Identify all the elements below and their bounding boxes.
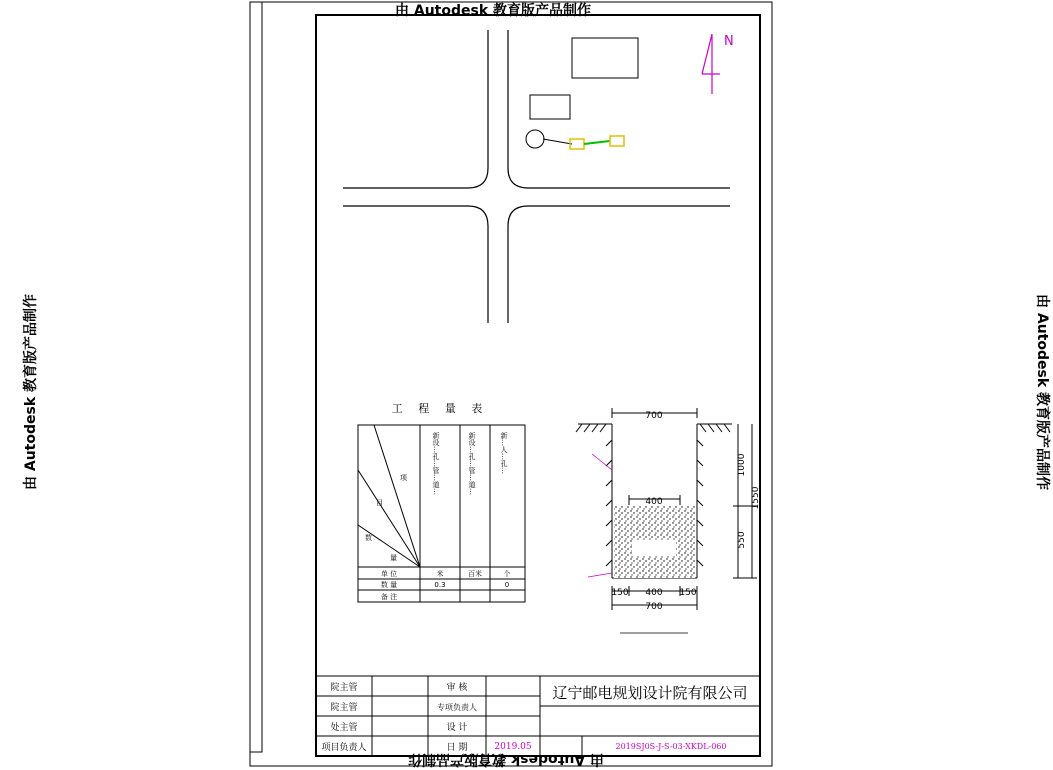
quantity-table-title: 工 程 量 表 [391,402,489,415]
row-unit-value-3: 个 [503,570,511,578]
row-label-remarks: 备 注 [380,593,398,601]
site-marker [526,130,544,148]
row-label-unit: 单 位 [380,570,398,578]
tb-lead-label: 专项负责人 [437,703,477,712]
diag-label-4: 量 [390,554,397,562]
road-network [343,30,730,323]
fill-label-bg [632,540,676,556]
dim-bottom-a: 150 [611,588,629,598]
dim-bottom-b: 400 [645,588,663,598]
manhole-west [570,139,584,149]
dim-right-lower: 550 [737,531,747,549]
tb-row4-label: 项目负责人 [321,743,367,753]
new-pipe-route [543,136,624,149]
dim-right-upper: 1000 [737,453,747,477]
dim-bottom-c: 150 [679,588,697,598]
row-label-quantity: 数 量 [380,581,398,589]
dim-bottom-total: 700 [645,602,663,612]
dim-inner-width: 400 [645,497,663,507]
tb-row2-label: 院主管 [330,703,358,713]
dim-right-total: 1550 [751,486,761,510]
column-header-1: 新设…孔…管…道… [432,432,440,495]
tb-row1-label: 院主管 [330,683,358,693]
dim-top-width: 700 [645,411,663,421]
row-quantity-value-3: 0 [504,581,510,589]
drawing-frame [316,15,760,756]
north-label: N [724,34,734,49]
tb-row3-label: 处主管 [330,723,358,733]
column-header-3: 新…人…孔… [500,432,508,474]
tb-design-label: 设 计 [446,723,468,733]
watermark-bottom: 由 Autodesk 教育版产品制作 [408,751,605,767]
manhole-east [610,136,624,146]
binding-strip [250,2,262,752]
company-name: 辽宁邮电规划设计院有限公司 [552,684,748,702]
building-small [530,95,570,119]
row-unit-value-1: 米 [436,570,444,578]
leader-top [592,454,612,470]
column-header-2: 新设…孔…管…道… [468,432,476,495]
drawing-number: 2019SJ0S-J-S-03-XKDL-060 [615,742,727,751]
row-quantity-value-1: 0.3 [434,581,446,589]
pipe-segment [584,141,610,144]
leader-bottom [588,573,612,577]
diag-label-1: 项 [400,474,407,482]
watermark-left: 由 Autodesk 教育版产品制作 [23,293,40,491]
diag-label-2: 目 [376,499,383,507]
north-arrow [702,34,720,94]
tb-date-label: 日 期 [446,743,468,753]
building-top [572,38,638,78]
watermark-top: 由 Autodesk 教育版产品制作 [395,3,592,19]
tb-date-value: 2019.05 [494,742,532,752]
tb-review-label: 审 核 [446,683,468,693]
diag-label-3: 数 [365,534,372,542]
row-unit-value-2: 百米 [468,570,482,578]
watermark-right: 由 Autodesk 教育版产品制作 [1034,293,1051,491]
sheet-outer-border [250,2,772,766]
